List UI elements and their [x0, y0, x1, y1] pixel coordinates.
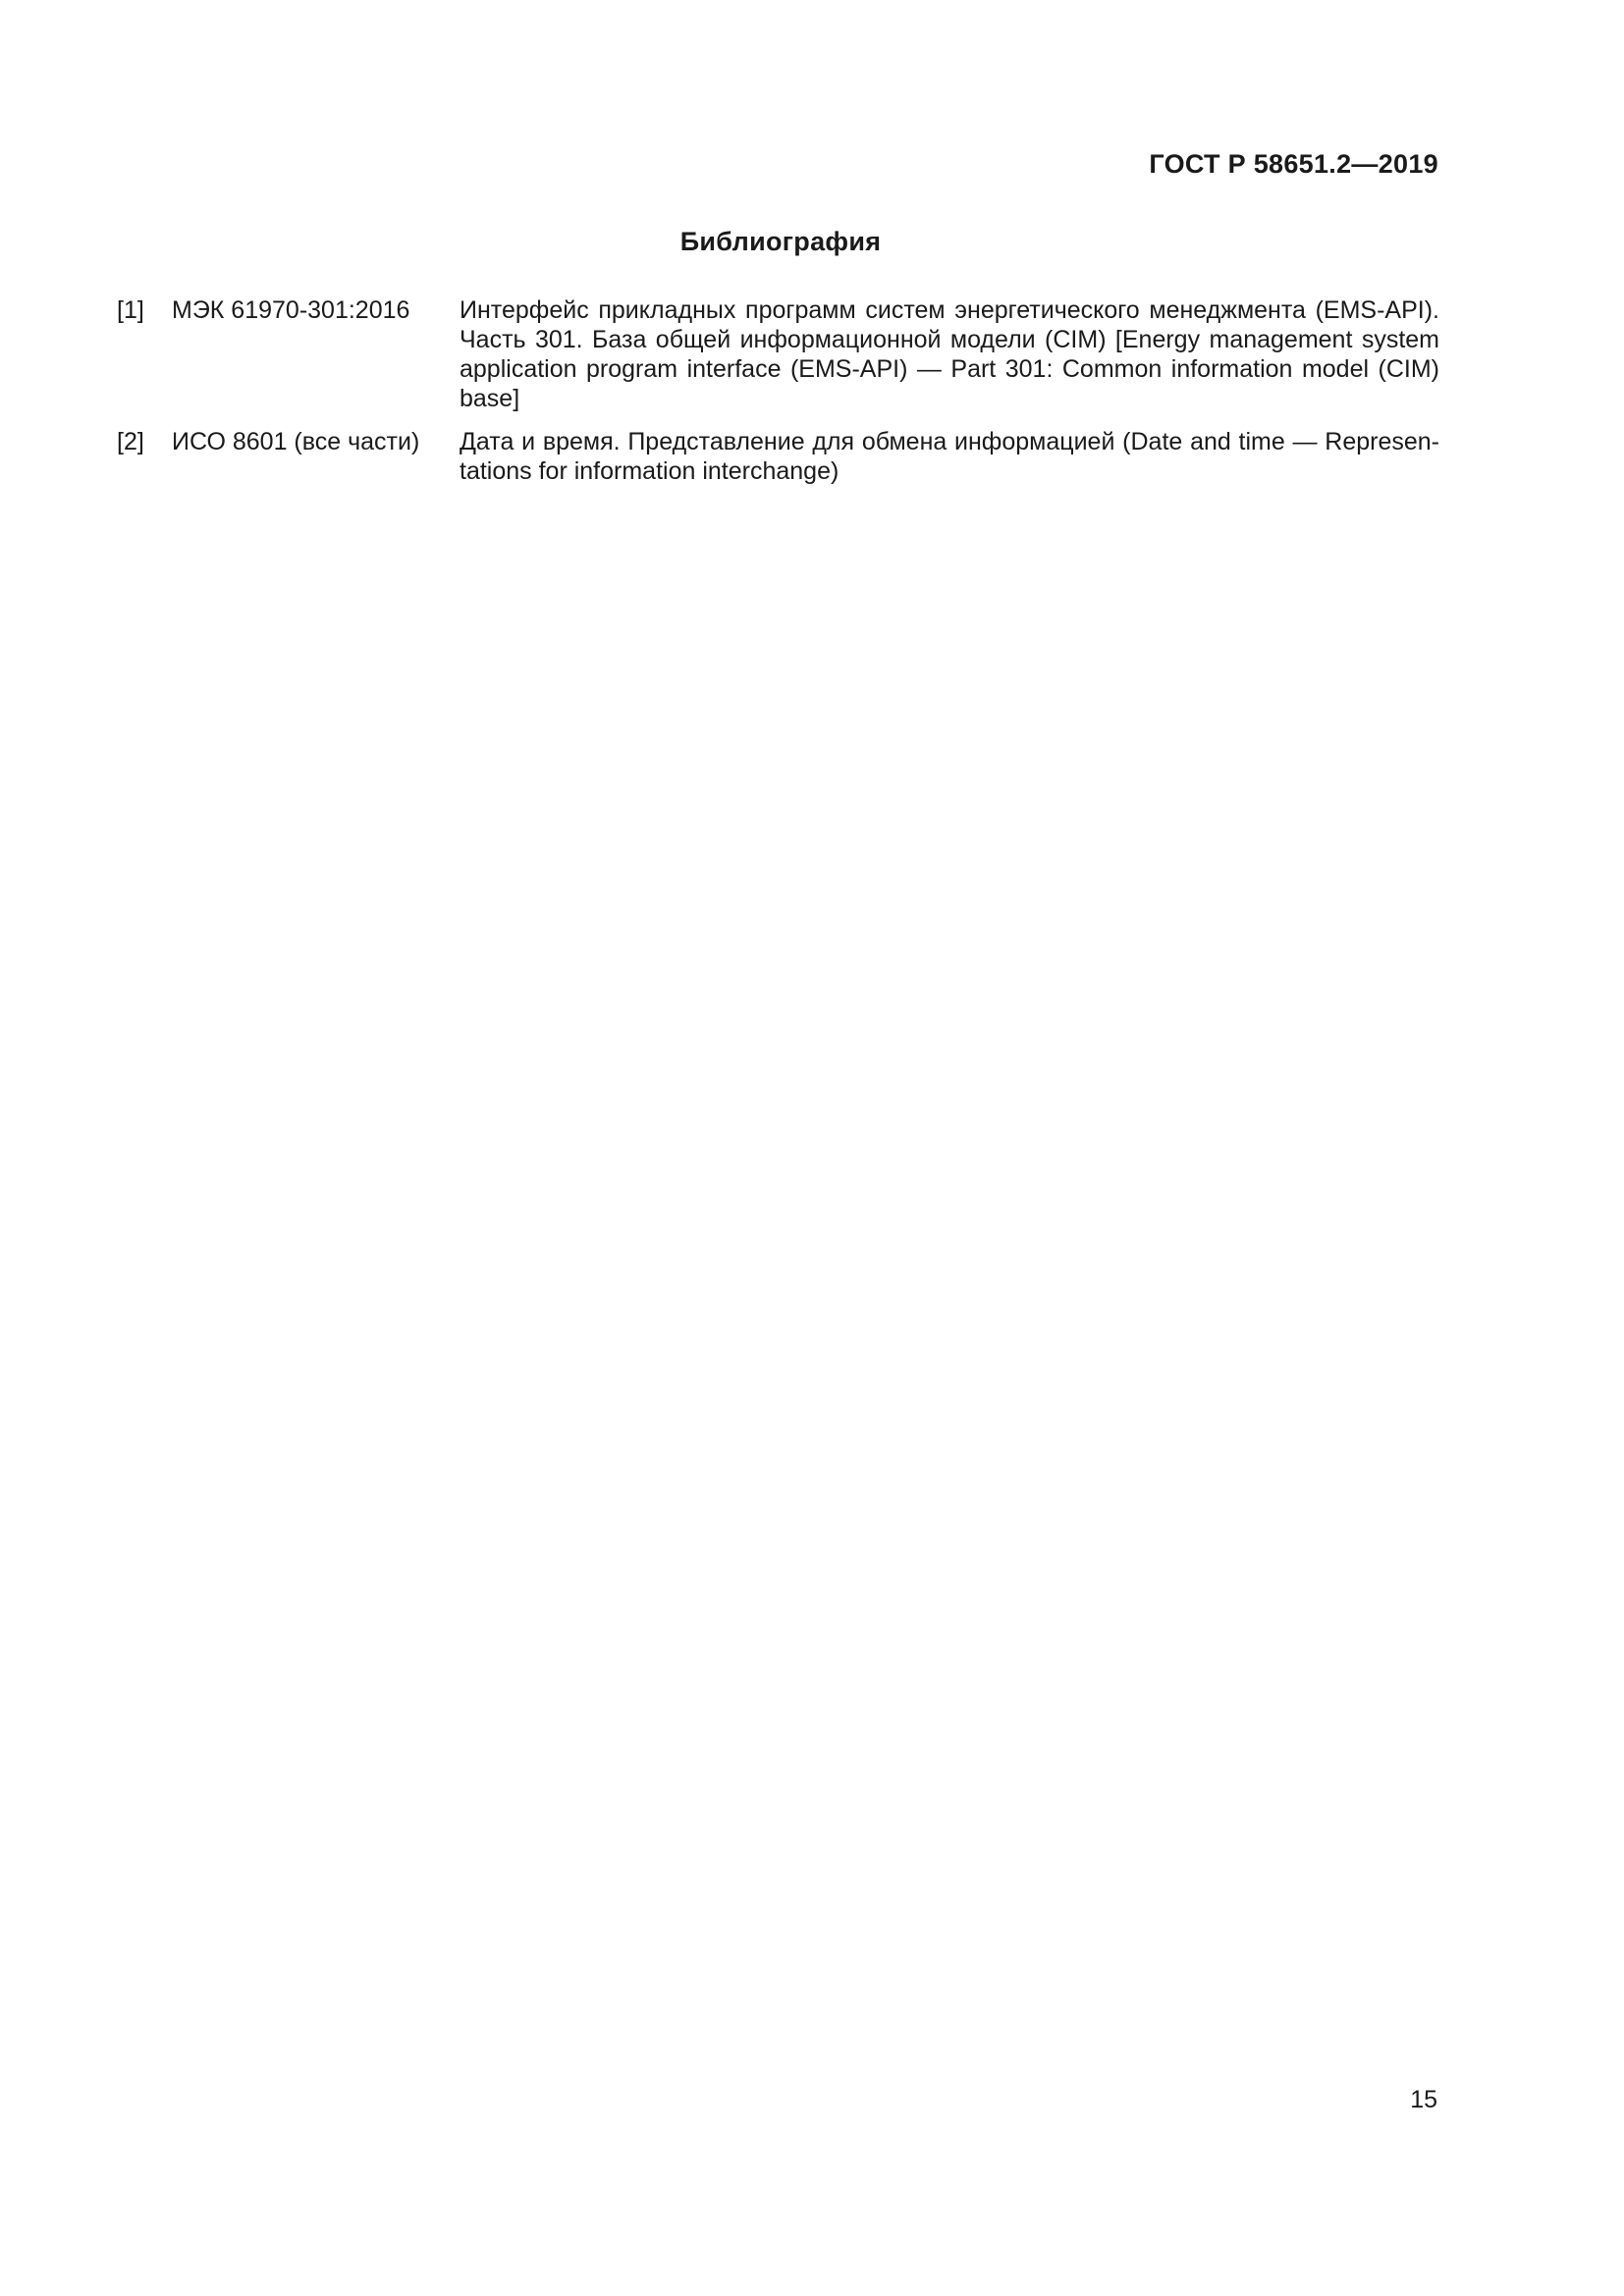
bibliography-entry	[117, 427, 1439, 486]
bibliography-list	[117, 295, 1439, 500]
entry-description: Интерфейс прикладных программ систем энергетического менеджмента (EMS-API). Часть 301. База общей информационной модели (CIM) [Energy management system application program interface (EMS-API) — Part 301: Common information model (CIM) base]	[460, 296, 1439, 412]
section-title: Библиография	[679, 227, 882, 256]
entry-reference: МЭК 61970-301:2016	[172, 296, 410, 324]
entry-number: [2]	[117, 428, 144, 455]
page-number: 15	[1410, 2086, 1437, 2113]
entry-reference: ИСО 8601 (все части)	[172, 428, 420, 455]
bibliography-entry	[117, 295, 1439, 413]
entry-description: Дата и время. Представление для обмена информацией (Date and time — Representations for information interchange)	[460, 428, 1439, 485]
entry-number: [1]	[117, 296, 144, 324]
document-code: ГОСТ Р 58651.2—2019	[1149, 149, 1438, 179]
